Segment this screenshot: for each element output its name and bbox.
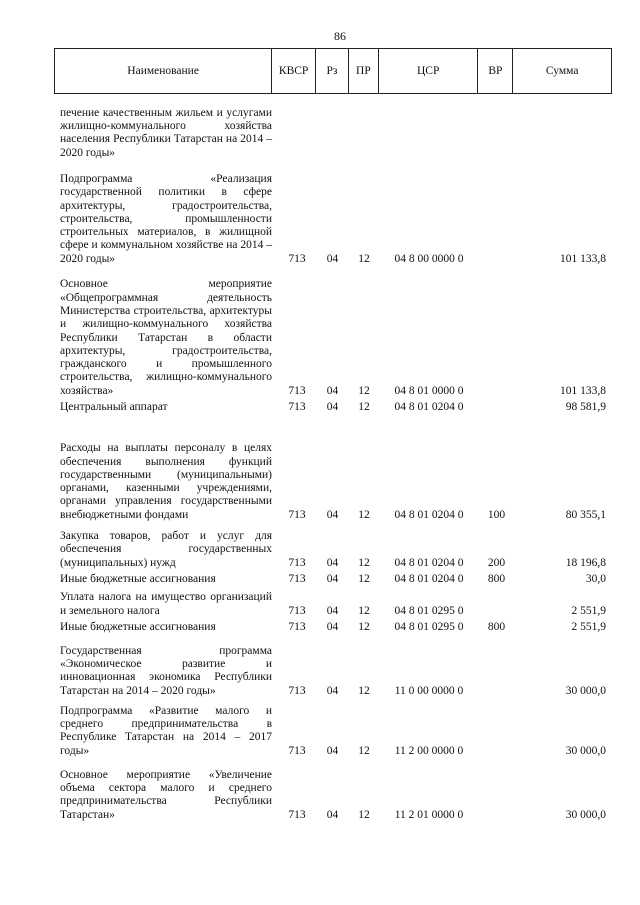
header-name: Наименование	[55, 49, 272, 93]
row-rz: 04	[326, 604, 339, 617]
row-csr: 04 8 01 0295 0	[394, 604, 464, 617]
row-name: Закупка товаров, работ и услуг для обеспечения государственных (муниципальных) нужд	[60, 530, 272, 569]
table-row	[54, 618, 612, 634]
row-csr: 04 8 01 0204 0	[394, 400, 464, 413]
row-name: Центральный аппарат	[60, 400, 168, 413]
row-kvsr: 713	[288, 808, 306, 821]
header-pr: ПР	[349, 49, 379, 93]
row-rz: 04	[326, 808, 339, 821]
row-name: Основное мероприятие «Общепрограммная деятельность Министерства строительства, архитектуры и жилищно-коммунального хозяйства Республики Татарстан в области архитектуры, градостроительства, гражданского и промышленного строительства, жилищно-коммунального хозяйства»	[60, 278, 272, 397]
header-csr: ЦСР	[379, 49, 479, 93]
table-row	[54, 698, 612, 758]
table-row	[54, 160, 612, 266]
row-kvsr: 713	[288, 556, 306, 569]
row-kvsr: 713	[288, 684, 306, 697]
header-sum: Сумма	[545, 65, 579, 77]
row-sum: 2 551,9	[571, 604, 606, 617]
row-name: Подпрограмма «Развитие малого и среднего предпринимательства в Республике Татарстан на 2014 – 2017 годы»	[60, 704, 272, 757]
row-sum: 30 000,0	[565, 684, 606, 697]
row-name: Иные бюджетные ассигнования	[60, 572, 216, 585]
table-row	[54, 266, 612, 398]
row-pr: 12	[358, 808, 370, 821]
header-rz: Рз	[316, 49, 349, 93]
row-name: Государственная программа «Экономическое развитие и инновационная экономика Республики Татарстан на 2014 – 2020 годы»	[60, 644, 272, 697]
row-pr: 12	[358, 620, 370, 633]
row-csr: 04 8 01 0204 0	[394, 572, 464, 585]
table-row	[54, 94, 612, 160]
row-pr: 12	[358, 572, 370, 585]
row-rz: 04	[326, 684, 339, 697]
table-row	[54, 398, 612, 414]
table-row	[54, 634, 612, 698]
row-csr: 04 8 01 0204 0	[394, 508, 464, 521]
row-rz: 04	[326, 572, 339, 585]
table-header	[54, 48, 612, 94]
row-pr: 12	[358, 508, 370, 521]
row-name: печение качественным жильем и услугами жилищно-коммунального хозяйства населения Республики Татарстан на 2014 – 2020 годы»	[60, 106, 272, 159]
row-vr: 100	[487, 508, 506, 521]
row-name: Уплата налога на имущество организаций и земельного налога	[60, 591, 272, 617]
row-kvsr: 713	[288, 744, 306, 757]
page-number: 86	[334, 29, 346, 43]
row-pr: 12	[358, 604, 370, 617]
row-name: Основное мероприятие «Увеличение объема сектора малого и среднего предпринимательства Республики Татарстан»	[60, 768, 272, 821]
row-pr: 12	[358, 556, 370, 569]
row-pr: 12	[358, 384, 370, 397]
row-csr: 04 8 01 0295 0	[394, 620, 464, 633]
row-csr: 04 8 01 0204 0	[394, 556, 464, 569]
table-row	[54, 570, 612, 586]
row-csr: 04 8 01 0000 0	[394, 384, 464, 397]
row-rz: 04	[326, 384, 339, 397]
row-rz: 04	[326, 400, 339, 413]
row-name: Подпрограмма «Реализация государственной политики в сфере архитектуры, градостроительства, строительства, промышленности строительных материалов, в жилищной сфере и коммунальном хозяйстве на 2014 – 2020 годы»	[60, 172, 272, 265]
row-rz: 04	[326, 252, 339, 265]
row-name: Иные бюджетные ассигнования	[60, 620, 216, 633]
row-sum: 2 551,9	[571, 620, 606, 633]
row-sum: 98 581,9	[565, 400, 606, 413]
header-kvsr: КВСР	[272, 49, 316, 93]
row-kvsr: 713	[288, 508, 306, 521]
row-kvsr: 713	[288, 384, 306, 397]
header-vr: ВР	[478, 49, 513, 93]
row-kvsr: 713	[288, 620, 306, 633]
row-rz: 04	[326, 620, 339, 633]
row-sum: 30 000,0	[565, 744, 606, 757]
table-row	[54, 522, 612, 570]
row-sum: 101 133,8	[560, 384, 606, 397]
row-kvsr: 713	[288, 400, 306, 413]
row-sum: 101 133,8	[560, 252, 606, 265]
row-csr: 11 0 00 0000 0	[394, 684, 464, 697]
table-row	[54, 414, 612, 522]
table-body	[54, 94, 612, 822]
row-kvsr: 713	[288, 252, 306, 265]
row-name: Расходы на выплаты персоналу в целях обеспечения выполнения функций государственными (муниципальными) органами, казенными учреждениями, органами управления государственными внебюджетными фондами	[60, 442, 272, 521]
table-row	[54, 758, 612, 822]
row-kvsr: 713	[288, 572, 306, 585]
row-rz: 04	[326, 556, 339, 569]
row-sum: 18 196,8	[565, 556, 606, 569]
row-csr: 04 8 00 0000 0	[394, 252, 464, 265]
row-vr: 200	[487, 556, 506, 569]
row-vr: 800	[487, 572, 506, 585]
row-sum: 30 000,0	[565, 808, 606, 821]
row-kvsr: 713	[288, 604, 306, 617]
row-rz: 04	[326, 508, 339, 521]
row-pr: 12	[358, 744, 370, 757]
row-rz: 04	[326, 744, 339, 757]
row-sum: 80 355,1	[565, 508, 606, 521]
row-pr: 12	[358, 400, 370, 413]
row-sum: 30,0	[585, 572, 606, 585]
row-pr: 12	[358, 684, 370, 697]
row-vr: 800	[487, 620, 506, 633]
row-csr: 11 2 01 0000 0	[394, 808, 464, 821]
row-pr: 12	[358, 252, 370, 265]
row-csr: 11 2 00 0000 0	[394, 744, 464, 757]
table-row	[54, 586, 612, 618]
